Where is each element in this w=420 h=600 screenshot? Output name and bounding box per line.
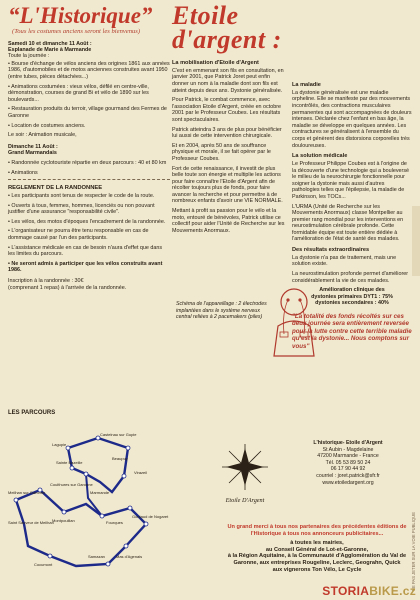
improvement-dyt1: dystonies primaires DYT1 : 75% [311, 293, 393, 300]
rules-title: REGLEMENT DE LA RANDONNEE [8, 185, 103, 192]
town-mas-dagenais: Mas d'Agenais [116, 554, 143, 559]
all-day-label: Toute la journée : [8, 53, 50, 59]
address-line-5: 06 17 90 44 92 [330, 466, 366, 473]
paragraph-exchange: • Bourse d'échange de vélos anciens des origines 1861 aux années 1986, d'automobiles et de motos anciennes construites avant 1950 (entre tubes, pièces détachées...) [8, 60, 170, 80]
sunday-line1: Dimanche 11 Août : [8, 143, 58, 150]
town-lagupie: Lagupie [52, 442, 67, 447]
paragraph-food: • Restauration produits du terroir, village gourmand des Fermes de Garonne [8, 106, 167, 119]
logo-text: Etoile D'Argent [225, 497, 265, 504]
rule-6: • Ne seront admis à participer que les vélos construits avant 1986. [8, 260, 163, 274]
right-column [292, 78, 412, 356]
town-sainte-bazeille: Sainte Bazeille [56, 460, 83, 465]
town-meilhan: Meilhan sur Garonne [8, 490, 46, 495]
contact-address [282, 440, 414, 486]
page-edge [412, 206, 420, 276]
town-virazeil: Virazeil [134, 470, 148, 475]
mob-paragraph-3: Patrick atteindra 3 ans de plus pour bénéficier lui aussi de cette intervention chirurgicale. [172, 126, 282, 140]
paragraph-randonnee: • Randonnée cyclotouriste répartie en deux parcours : 40 et 80 km [8, 159, 167, 166]
routes-title: LES PARCOURS [8, 410, 56, 416]
middle-column [172, 1, 288, 237]
solution-paragraph-1: Le Professeur Philippe Coubes est à l'origine de la découverte d'une technologie qui a bouleversé le milieu de la neurochirurgie fonctionnelle pour soigner la dystonie mais aussi d'autres pathologies telles que l'épilepsie, la maladie de Parkinson, les TOCs... [292, 160, 410, 200]
paragraph-animations: • Animations costumées : vieux vélos, défilé en centre-ville, démonstration, courses de grand Bi et vélo de 1890 sur les boulevards... [8, 83, 149, 103]
town-fourques: Fourques [106, 520, 123, 525]
town-coulthures: Coulthures sur Garonne [50, 482, 93, 487]
saturday-line1: Samedi 10 et dimanche 11 Août : [8, 40, 92, 47]
thanks-block [220, 524, 414, 573]
divider [8, 179, 170, 180]
costume-subtitle: (Tous les costumes anciens seront les bienvenus) [12, 28, 141, 35]
fee-line1: Inscription à la randonnée : 30€ [8, 278, 84, 285]
vertical-note: NE PAS JETER SUR LA VOIE PUBLIQUE [411, 512, 416, 592]
thanks-line-4: à la Région Aquitaine, à la Communauté d'Agglomération du Val de Garonne, aux entreprises Rougeline, Leclerc, Geograhn, Quick [227, 553, 407, 566]
address-website: www.etoiledargent.org [322, 479, 374, 486]
rule-1: • Les participants sont tenus de respecter le code de la route. [8, 193, 155, 200]
results-line-3 [292, 287, 412, 307]
results-line-1: La dystonie n'a pas de traitement, mais une solution existe. [292, 254, 397, 268]
town-samazan: Samazan [88, 554, 105, 559]
town-cocumont: Cocumont [34, 562, 53, 567]
mob-paragraph-1: C'est en emmenant son fils en consultation, en janvier 2001, que Patrick Joret peut enfin donner un nom à la maladie dont son fils est atteint depuis deux ans. Dystonie généralisée. [172, 67, 284, 94]
address-line-4: Tél. 05 53 89 50 24 [325, 459, 371, 466]
town-marmande: Marmande [90, 490, 110, 495]
improvement-label: Amélioration clinique des [319, 287, 385, 294]
thanks-line-5: aux vignerons Ton Vélo, Le Cycle [272, 566, 362, 573]
rule-2: • Ouverts à tous, femmes, hommes, licenciés ou non pouvant justifier d'une assurance "responsabilité civile". [8, 202, 155, 216]
watermark [322, 584, 416, 598]
address-line-2: St Aubin - Magdelaine [322, 446, 374, 453]
fee-line2: (comprenant 1 repas) à l'arrivée de la randonnée. [8, 284, 127, 291]
evening-text: Le soir : Animation musicale, [8, 132, 77, 139]
saturday-line2: Esplanade de Marie à Marmande [8, 47, 92, 54]
sunday-heading [8, 144, 170, 157]
rule-5: • L'assistance médicale en cas de besoin n'aura d'effet que dans les limites du parcours. [8, 244, 163, 258]
paragraph-animations-2: • Animations [8, 169, 38, 176]
thanks-line-3: au Conseil Général de Lot-et-Garonne, [265, 546, 369, 553]
saturday-heading [8, 41, 170, 54]
etoile-dargent-logo [222, 440, 268, 520]
mobilisation-title: La mobilisation d'Etoile d'Argent [172, 60, 259, 66]
mob-paragraph-4: Et en 2004, après 50 ans de souffrance physique et morale, il se fait opérer par le Professeur Coubes. [172, 142, 271, 162]
town-montpouillan: Montpouillan [52, 518, 75, 523]
disease-paragraph: La dystonie généralisée est une maladie orpheline. Elle se manifeste par des mouvements incontrôlés, des contractions musculaires permanentes qui sont accompagnées de douleurs intenses. Déclarée chez l'enfant en bas âge, la maladie se développe en quelques années. Les contractures se généralisent à l'ensemble du corps et génèrent des distorsions corporelles très douloureuses. [292, 89, 412, 149]
etoile-title: Etoile d'argent : [172, 1, 282, 54]
fundraising-quote: "La totalité des fonds récoltés sur ces deux journée sera entièrement reversée pour la lutte contre cette terrible maladie qu'est la dystonie... Nous comptons sur vous" [292, 313, 412, 350]
improvement-secondary: dystonies secondaires : 40% [315, 300, 389, 307]
town-castelnau: Castelnau sur Gupie [100, 432, 137, 437]
town-saint-sauveur: Saint Sauveur de Meilhan [8, 520, 54, 525]
address-line-1: L'historique- Etoile d'Argent [313, 440, 383, 446]
left-column [8, 4, 170, 294]
device-caption: Schéma de l'appareillage : 2 électrodes implantées dans le système nerveux central reliées à 2 pacemakers (piles) [176, 301, 267, 320]
town-beaupuy: Beaupuy [112, 456, 128, 461]
disease-title: La maladie [292, 82, 321, 88]
thanks-line-2: à toutes les mairies, [290, 540, 344, 547]
solution-paragraph-2: L'URMA (Unité de Recherche sur les Mouvements Anormaux) classe Montpellier au premier rang mondial pour les interventions en neurostimulation cérébrale profonde. Cette formidable équipe est toute entière dédiée à l'amélioration de l'état de santé des malades. [292, 203, 404, 243]
town-gontaud: Gontaud de Nogaret [132, 514, 169, 519]
address-email: courriel : joret.patrick@sfr.fr [316, 472, 380, 479]
mob-paragraph-2: Pour Patrick, le combat commence, avec l'association Etoile d'Argent, créée en octobre 2001 par le Professeur Coubes. Les résultats sont spectaculaires. [172, 97, 282, 123]
fee-text [8, 278, 170, 291]
thanks-line-1: Un grand merci à tous nos partenaires des précédentes éditions de l'Historique à tous nos annonceurs publicitaires... [227, 524, 407, 537]
solution-title: La solution médicale [292, 153, 348, 160]
results-line-2: La neurostimulation profonde permet d'améliorer considérablement la vie de ces malades. [292, 271, 409, 284]
historique-title: “L'Historique” [8, 3, 153, 28]
sunday-line2: Grand Marmandais [8, 150, 57, 157]
mob-paragraph-5: Fort de cette renaissance, il investit de plus belle toute son énergie et multiplie les actions pour faire connaître l'Etoile d'Argent afin de récolter toujours plus de fonds, pour faire avancer la recherche et pour permettre à de nombreux enfants d'avoir une VIE NORMALE. [172, 165, 283, 205]
rule-3: • Les vélos, des motos d'époques l'encadrement de la randonnée. [8, 218, 166, 225]
mob-paragraph-6: Mettant à profit sa passion pour le vélo et la moto, entouré de bénévoles, Patrick utilise ce collectif pour aider l'Unité de Recherche sur les Mouvements Anormaux. [172, 208, 285, 234]
watermark-part-1: STORIA [322, 584, 370, 598]
route-map [6, 428, 172, 578]
rule-4: • L'organisateur ne pourra être tenu responsable en cas de dommage causé par l'un des participants. [8, 228, 149, 242]
watermark-part-2: BIKE.cz [369, 584, 416, 598]
paragraph-costumes: • Location de costumes anciens. [8, 122, 86, 129]
results-title: Des résultats extraordinaires [292, 247, 370, 254]
address-line-3: 47200 Marmande - France [317, 453, 379, 460]
